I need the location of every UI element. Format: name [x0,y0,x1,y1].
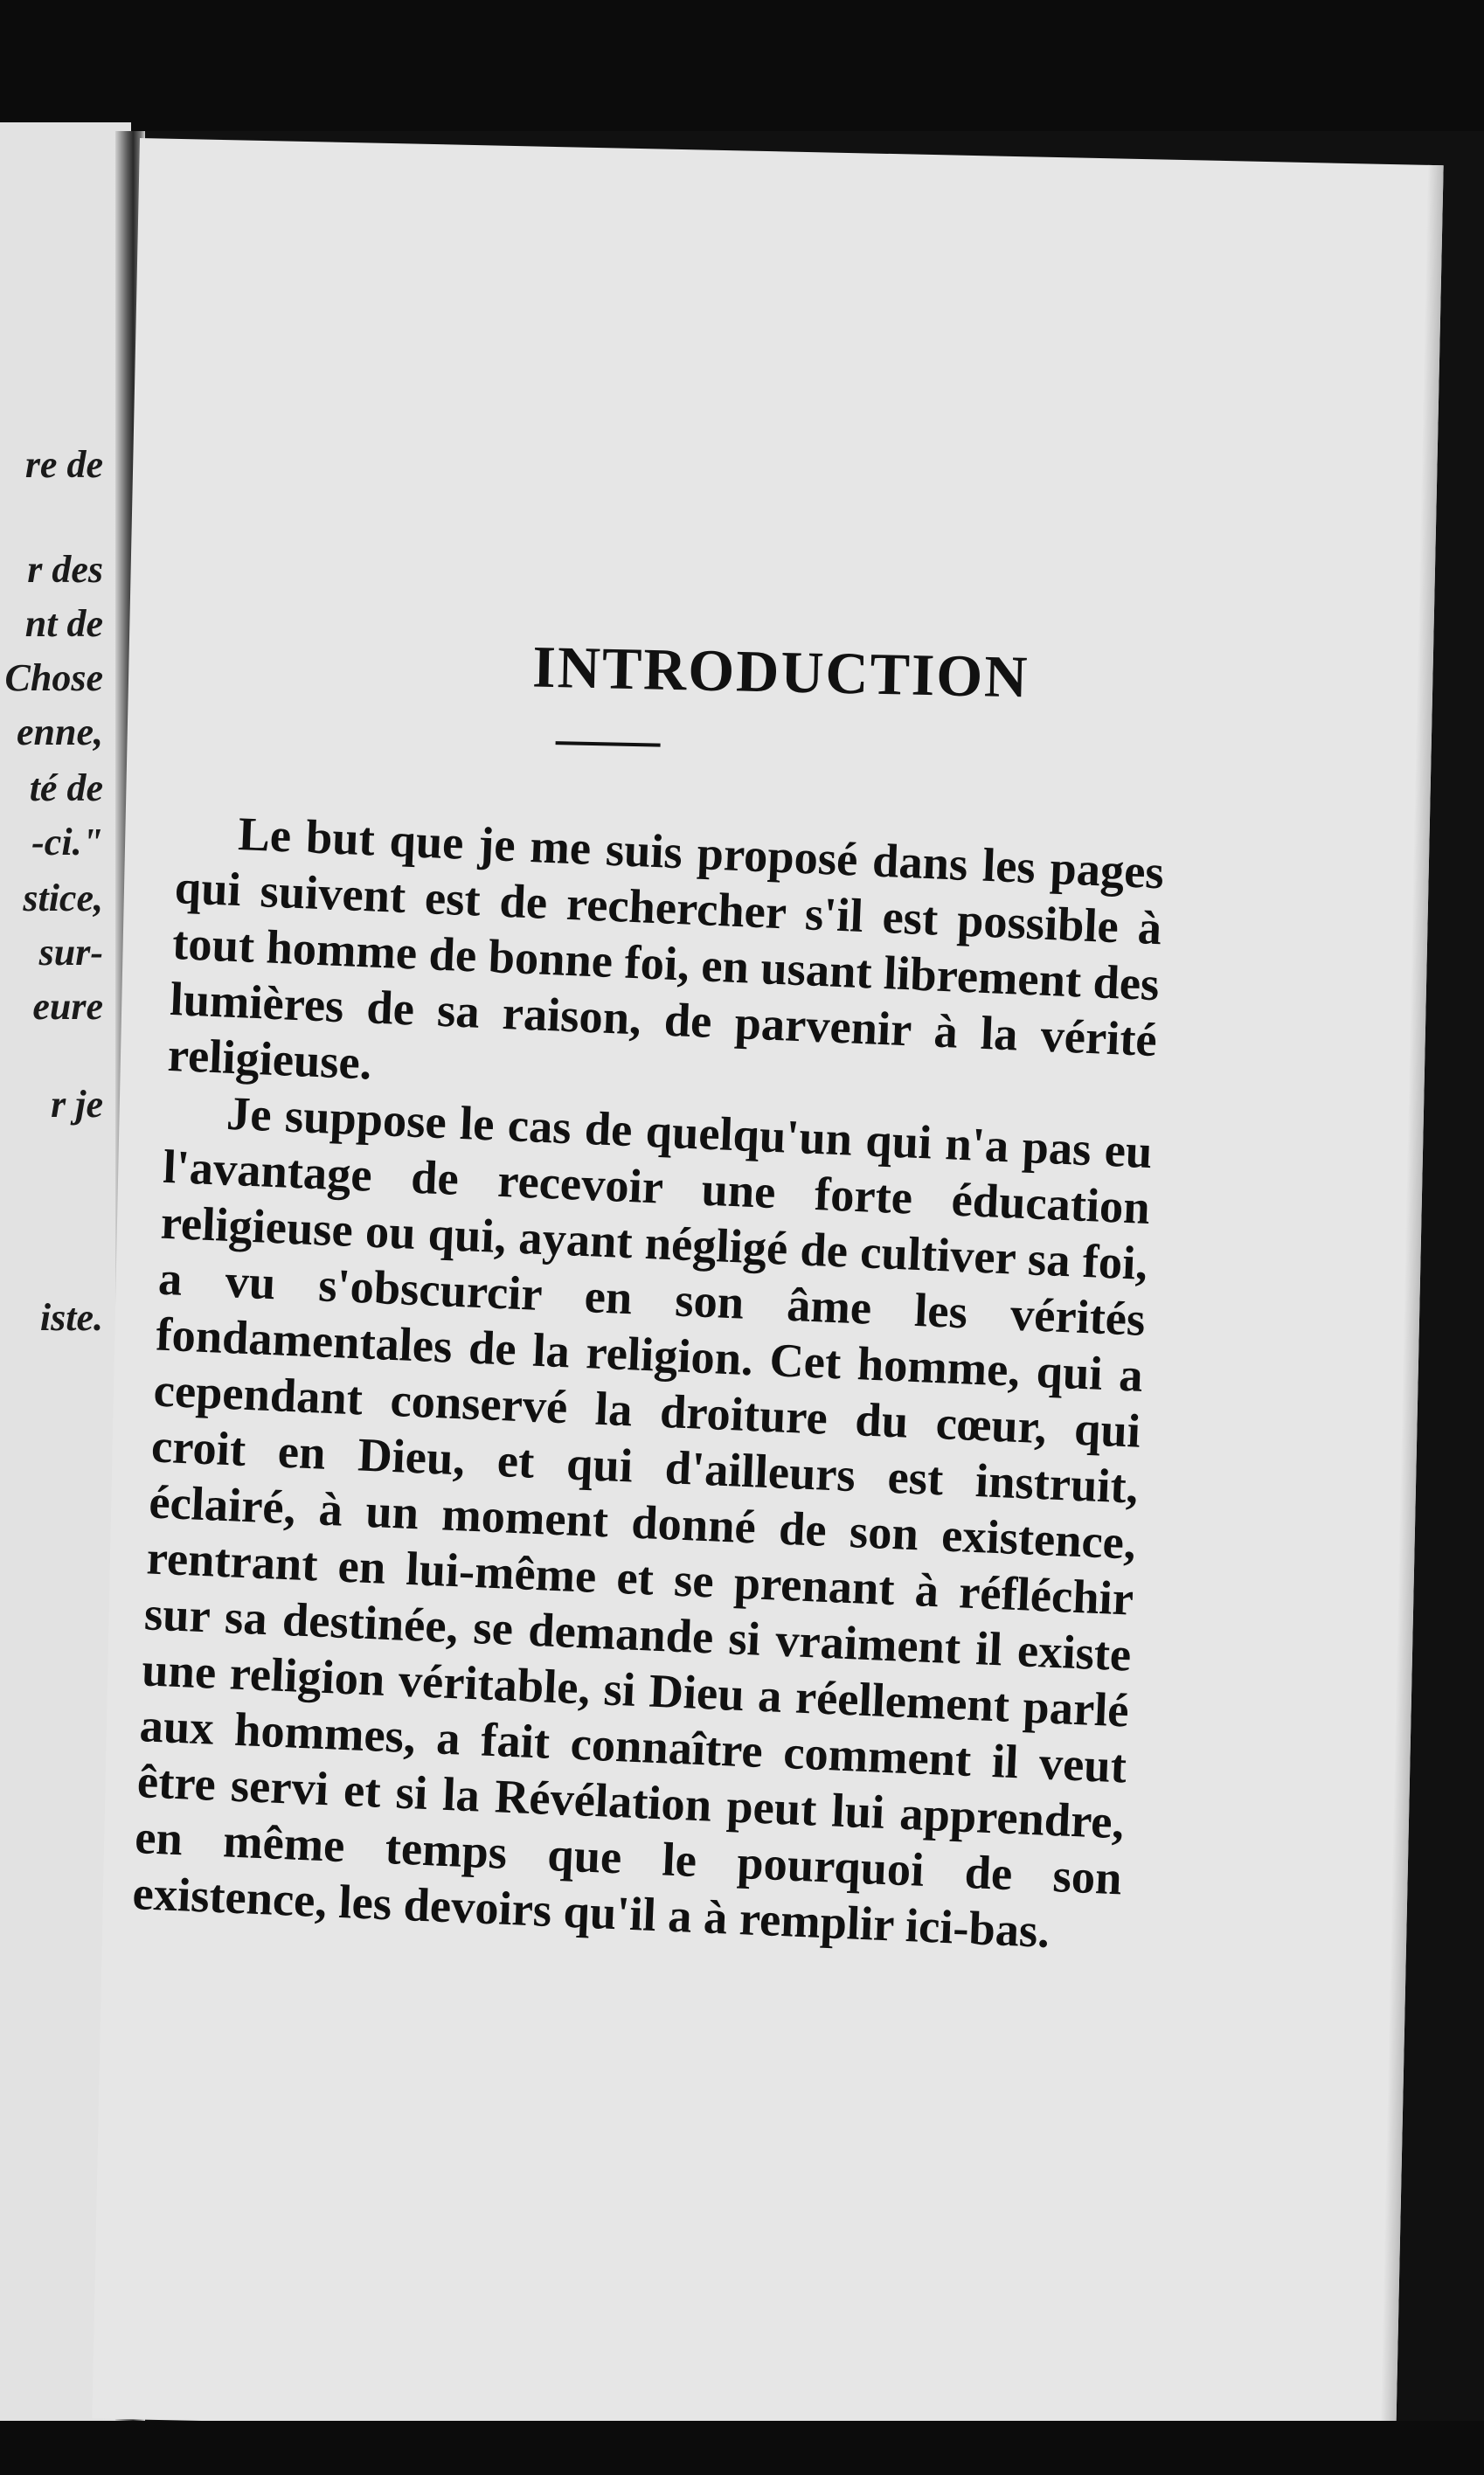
scan-background-bottom [0,2421,1484,2475]
left-page-fragment: enne, [17,711,103,753]
right-page [92,138,1443,2446]
paragraph: Je suppose le cas de quelqu'un qui n'a pas eu l'avantage de recevoir une forte éducation religieuse ou qui, ayant négligé de cultiver sa foi, a vu s'obscurcir en son âme les vérités fondamentales de la religion. Cet homme, qui a cependant conservé la droiture du cœur, qui croit en Dieu, et qui d'ailleurs est instruit, éclairé, à un moment donné de son existence, rentrant en lui-même et se prenant à réfléchir sur sa destinée, se demande si vraiment il existe une religion véritable, si Dieu a réellement parlé aux hommes, a fait connaître comment il veut être servi et si la Révélation peut lui apprendre, en même temps que le pourquoi de son existence, les devoirs qu'il a à remplir ici-bas. [131,1085,1154,1958]
left-page-fragment: eure [32,985,103,1028]
left-page-fragment: té de [29,766,103,809]
title-rule [556,741,661,747]
left-page-fragment: stice, [23,877,103,919]
paragraph: Le but que je me suis proposé dans les pages qui suivent est de rechercher s'il est possible à tout homme de bonne foi, en usant librement des lumières de sa raison, de parvenir à la vérité religieuse. [166,807,1166,1090]
left-page-fragment: sur- [38,931,103,974]
page-title: INTRODUCTION [531,633,1030,710]
body-text [131,803,1165,1962]
left-page-fragment: r je [51,1083,103,1126]
page-edge [1380,165,1444,2446]
left-page-fragment: nt de [24,602,103,645]
left-page-fragment: iste. [39,1296,103,1339]
left-page-fragment: re de [24,443,103,486]
scan-background-top [0,0,1484,131]
left-page-fragment: -ci." [31,821,103,863]
left-page-fragment: Chose [4,656,103,699]
left-page-fragment: r des [27,548,103,591]
